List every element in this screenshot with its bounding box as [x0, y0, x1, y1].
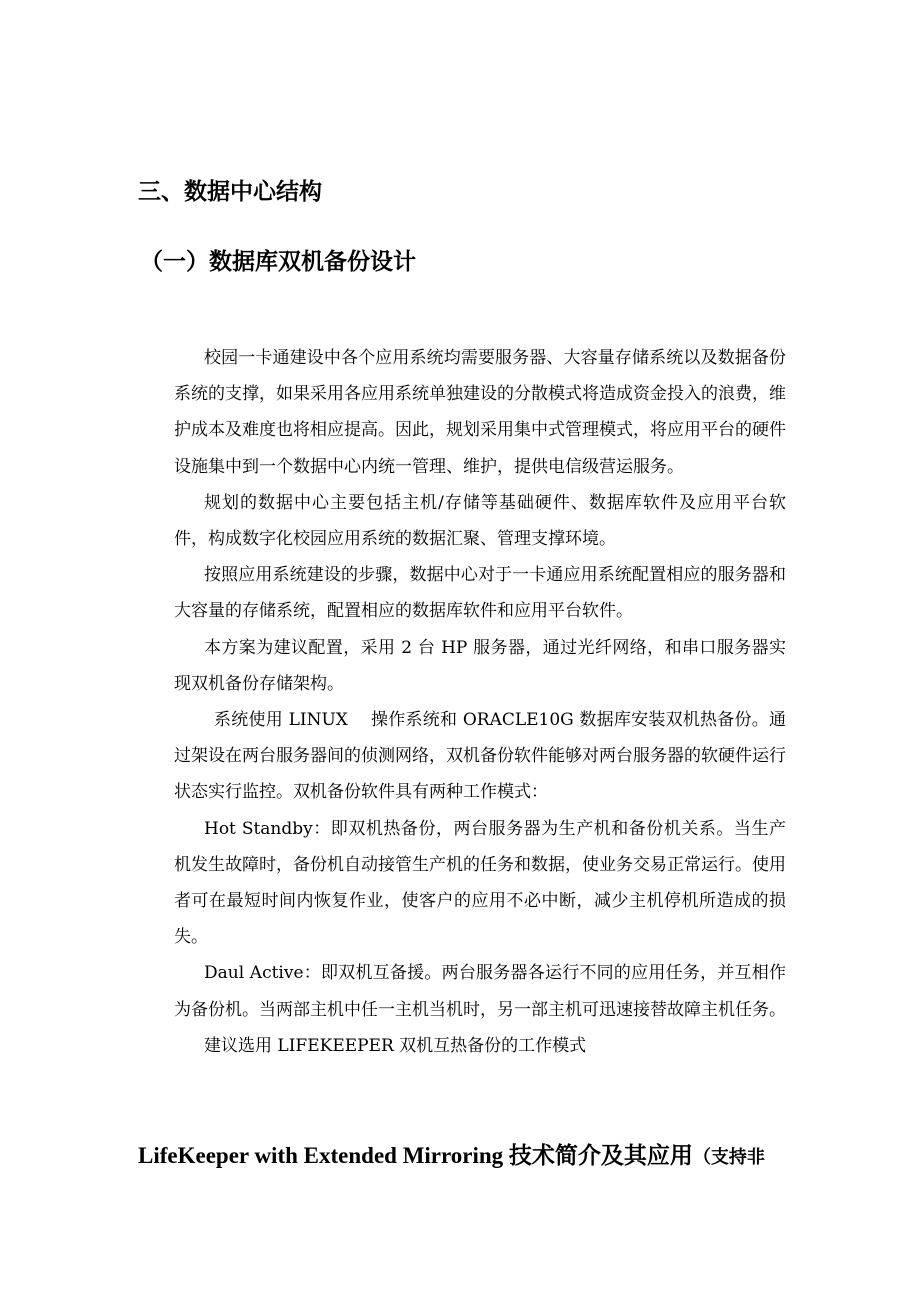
- paragraph-system-os: 系统使用 LINUX 操作系统和 ORACLE10G 数据库安装双机热备份。通过架设在两台服务器间的侦测网络，双机备份软件能够对两台服务器的软硬件运行状态实行监控。双机备份软件具有两种工作模式：: [174, 710, 786, 803]
- paragraph-intro: 校园一卡通建设中各个应用系统均需要服务器、大容量存储系统以及数据备份系统的支撑，如果采用各应用系统单独建设的分散模式将造成资金投入的浪费，维护成本及难度也将相应提高。因此，规划采用集中式管理模式，将应用平台的硬件设施集中到一个数据中心内统一管理、维护，提供电信级营运服务。: [174, 348, 786, 477]
- paragraph-hot-standby: Hot Standby：即双机热备份，两台服务器为生产机和备份机关系。当生产机发生故障时，备份机自动接管生产机的任务和数据，使业务交易正常运行。使用者可在最短时间内恢复作业，使客户的应用不必中断，减少主机停机所造成的损失。: [174, 818, 786, 948]
- paragraph-construction-steps: 按照应用系统建设的步骤，数据中心对于一卡通应用系统配置相应的服务器和大容量的存储系统，配置相应的数据库软件和应用平台软件。: [174, 565, 786, 622]
- lifekeeper-heading: [138, 1138, 765, 1175]
- section-heading: 三、数据中心结构: [138, 179, 322, 205]
- lifekeeper-heading-main: LifeKeeper with Extended Mirroring 技术简介及其应用: [138, 1143, 693, 1168]
- body-text: [174, 340, 786, 1064]
- paragraph-dual-active: Daul Active：即双机互备援。两台服务器各运行不同的应用任务，并互相作为备份机。当两部主机中任一主机当机时，另一部主机可迅速接替故障主机任务。: [174, 963, 786, 1020]
- lifekeeper-heading-suffix: （支持非: [692, 1147, 765, 1167]
- paragraph-datacenter-scope: 规划的数据中心主要包括主机/存储等基础硬件、数据库软件及应用平台软件，构成数字化校园应用系统的数据汇聚、管理支撑环境。: [174, 492, 786, 550]
- paragraph-configuration: 本方案为建议配置，采用 2 台 HP 服务器，通过光纤网络，和串口服务器实现双机备份存储架构。: [174, 637, 786, 694]
- subsection-heading: （一）数据库双机备份设计: [140, 249, 416, 275]
- paragraph-recommendation: 建议选用 LIFEKEEPER 双机互热备份的工作模式: [204, 1035, 587, 1056]
